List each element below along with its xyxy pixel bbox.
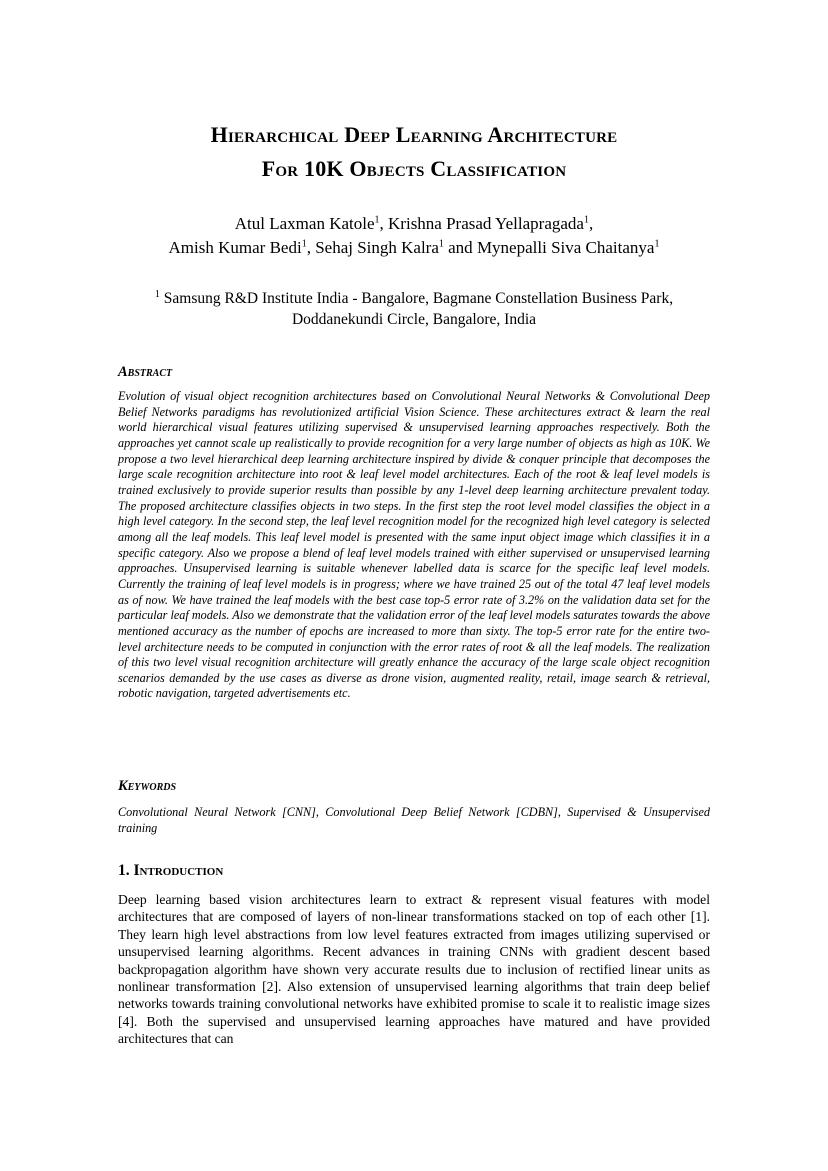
introduction-heading: 1. Introduction (118, 862, 224, 879)
author-separator: , (588, 214, 594, 233)
author-line-2 (60, 236, 768, 260)
keywords-body: Convolutional Neural Network [CNN], Convolutional Deep Belief Network [CDBN], Supervised & Unsupervised training (118, 805, 710, 835)
title-line-2: For 10K Objects Classification (261, 156, 567, 181)
author-separator: , (306, 238, 316, 257)
affiliation-text-1: Samsung R&D Institute India - Bangalore, Bagmane Constellation Business Park, (159, 290, 674, 307)
author-name: Krishna Prasad Yellapragada (388, 214, 584, 233)
abstract-heading: Abstract (118, 364, 173, 380)
author-separator: , (379, 214, 389, 233)
author-name: Atul Laxman Katole (234, 214, 375, 233)
author-name: Mynepalli Siva Chaitanya (476, 238, 655, 257)
author-name: Amish Kumar Bedi (168, 238, 302, 257)
introduction-body: Deep learning based vision architectures learn to extract & represent visual features with model architectures that are composed of layers of non-linear transformations stacked on top of each other [1]. They learn high level abstractions from low level features extracted from images utilizing supervised or unsupervised learning algorithms. Recent advances in training CNNs with gradient descent based backpropagation algorithm have shown very accurate results due to inclusion of rectified linear units as nonlinear transformation [2]. Also extension of unsupervised learning algorithms that train deep belief networks towards training convolutional networks have exhibited promise to scale it to realistic image sizes [4]. Both the supervised and unsupervised learning approaches have matured and have provided architectures that can (118, 892, 710, 1047)
author-list (60, 212, 768, 260)
author-affiliation-mark: 1 (583, 214, 589, 226)
author-affiliation-mark: 1 (301, 238, 307, 250)
author-separator: and (443, 238, 477, 257)
author-name: Sehaj Singh Kalra (315, 238, 439, 257)
title-line-1: Hierarchical Deep Learning Architecture (210, 122, 618, 147)
author-affiliation-mark: 1 (654, 238, 660, 250)
affiliation-line-2: Doddanekundi Circle, Bangalore, India (291, 311, 537, 328)
affiliation-line-1 (60, 288, 768, 309)
author-line-1 (60, 212, 768, 236)
affiliation-mark: 1 (154, 288, 160, 300)
paper-title (60, 118, 768, 186)
abstract-body: Evolution of visual object recognition architectures based on Convolutional Neural Networks & Convolutional Deep Belief Networks paradigms has revolutionized artificial Vision Science. These architectures extract & learn the real world hierarchical visual features utilizing supervised & unsupervised learning approaches respectively. Both the approaches yet cannot scale up realistically to provide recognition for a very large number of objects as high as 10K. We propose a two level hierarchical deep learning architecture inspired by divide & conquer principle that decomposes the large scale recognition architecture into root & leaf level model architectures. Each of the root & leaf level models is trained exclusively to provide superior results than possible by any 1-level deep learning architecture prevalent today. The proposed architecture classifies objects in two steps. In the first step the root level model classifies the object in a high level category. In the second step, the leaf level recognition model for the recognized high level category is selected among all the leaf models. This leaf level model is presented with the same input object image which classifies it in a specific category. Also we propose a blend of leaf level models trained with either supervised or unsupervised learning approaches. Unsupervised learning is suitable whenever labelled data is scarce for the specific leaf level models. Currently the training of leaf level models is in progress; where we have trained 25 out of the total 47 leaf level models as of now. We have trained the leaf models with the best case top-5 error rate of 3.2% on the validation data set for the particular leaf models. Also we demonstrate that the validation error of the leaf level models saturates towards the above mentioned accuracy as the number of epochs are increased to more than sixty. The top-5 error rate for the entire two-level architecture needs to be computed in conjunction with the error rates of root & all the leaf models. The realization of this two level visual recognition architecture will greatly enhance the accuracy of the large scale object recognition scenarios demanded by the use cases as diverse as drone vision, augmented reality, retail, image search & retrieval, robotic navigation, targeted advertisements etc. (118, 389, 710, 701)
keywords-heading: Keywords (118, 778, 177, 794)
affiliation (60, 288, 768, 330)
author-affiliation-mark: 1 (438, 238, 444, 250)
author-affiliation-mark: 1 (374, 214, 380, 226)
